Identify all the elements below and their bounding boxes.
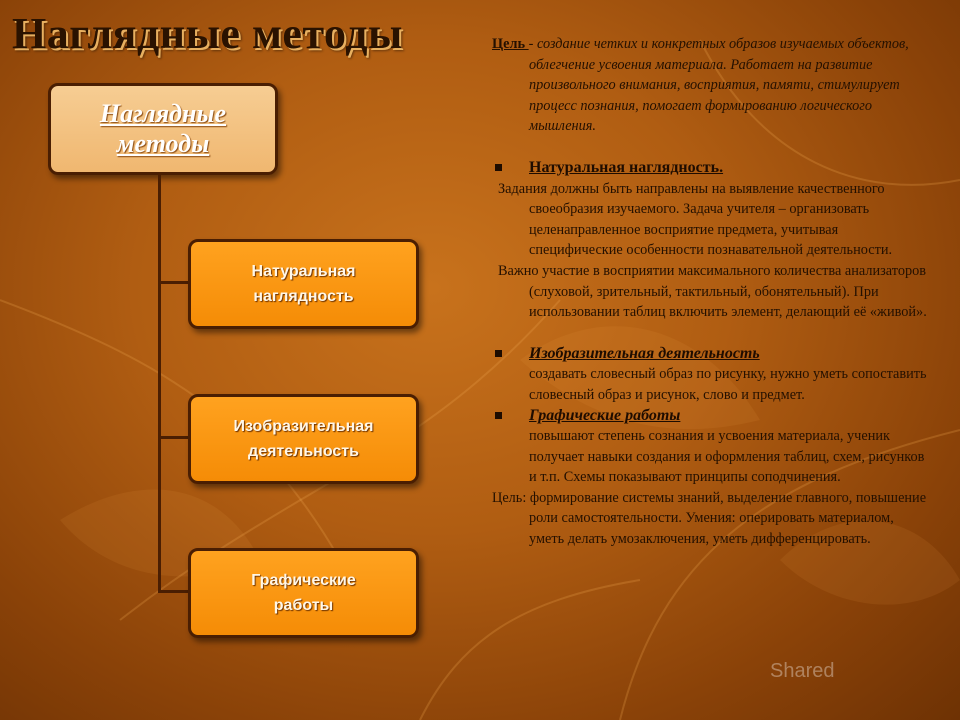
- section2-paragraph-1: создавать словесный образ по рисунку, нужно уметь сопоставить словесный образ и рисунок, слово и предмет.: [529, 366, 927, 403]
- goal-text: - создание четких и конкретных образов изучаемых объектов, облегчение усвоения материала. Работает на развитие произвольного внимания, восприятия, памяти, стимулирует процесс познания, помогает формированию логического мышления.: [528, 36, 909, 135]
- node-label: Натуральная наглядность: [251, 263, 356, 305]
- description-text: [492, 34, 932, 550]
- heading-text: Графические работы: [529, 406, 681, 424]
- bullet-square-icon: [495, 412, 502, 419]
- section-heading-natural: [492, 158, 932, 179]
- heading-text: Изобразительная деятельность: [529, 344, 760, 362]
- connector-branch-3: [158, 590, 190, 593]
- section3-paragraph-2: Цель: формирование системы знаний, выделение главного, повышение роли самостоятельности. Умения: оперировать материалом, уметь делать умозаключения, уметь дифференцировать.: [492, 489, 927, 548]
- bullet-square-icon: [495, 350, 502, 357]
- section-heading-visual-activity: [492, 344, 932, 365]
- goal-paragraph: [492, 34, 932, 137]
- heading-text: Натуральная наглядность.: [529, 158, 724, 176]
- node-label: Изобразительная деятельность: [233, 418, 374, 460]
- root-node-box: [48, 83, 278, 175]
- node-natural-visualization: [188, 239, 419, 329]
- section-heading-graphic-works: [492, 406, 932, 427]
- slide-title: Наглядные методы: [12, 9, 403, 58]
- section1-paragraph-2: Важно участие в восприятии максимального количества анализаторов (слуховой, зрительный, тактильный, обонятельный). При использовании таблиц включить элемент, делающий её «живой».: [498, 262, 927, 321]
- section3-paragraph-1: повышают степень сознания и усвоения материала, ученик получает навыки создания и оформления таблиц, схем, рисунков и т.п. Схемы показывают принципы соподчинения.: [529, 428, 925, 486]
- section1-paragraph-1: Задания должны быть направлены на выявление качественного своеобразия изучаемого. Задача учителя – организовать целенаправленное восприятие предмета, учитывая специфические особенности познавательной деятельности.: [498, 180, 893, 259]
- node-label: Графические работы: [251, 572, 356, 614]
- connector-branch-2: [158, 436, 190, 439]
- connector-branch-1: [158, 281, 190, 284]
- goal-label: Цель: [492, 36, 529, 52]
- root-node-label: Наглядные методы: [99, 99, 227, 158]
- node-graphic-works: [188, 548, 419, 638]
- connector-vertical: [158, 172, 161, 592]
- bullet-square-icon: [495, 164, 502, 171]
- watermark-text: Shared: [770, 660, 835, 682]
- node-visual-activity: [188, 394, 419, 484]
